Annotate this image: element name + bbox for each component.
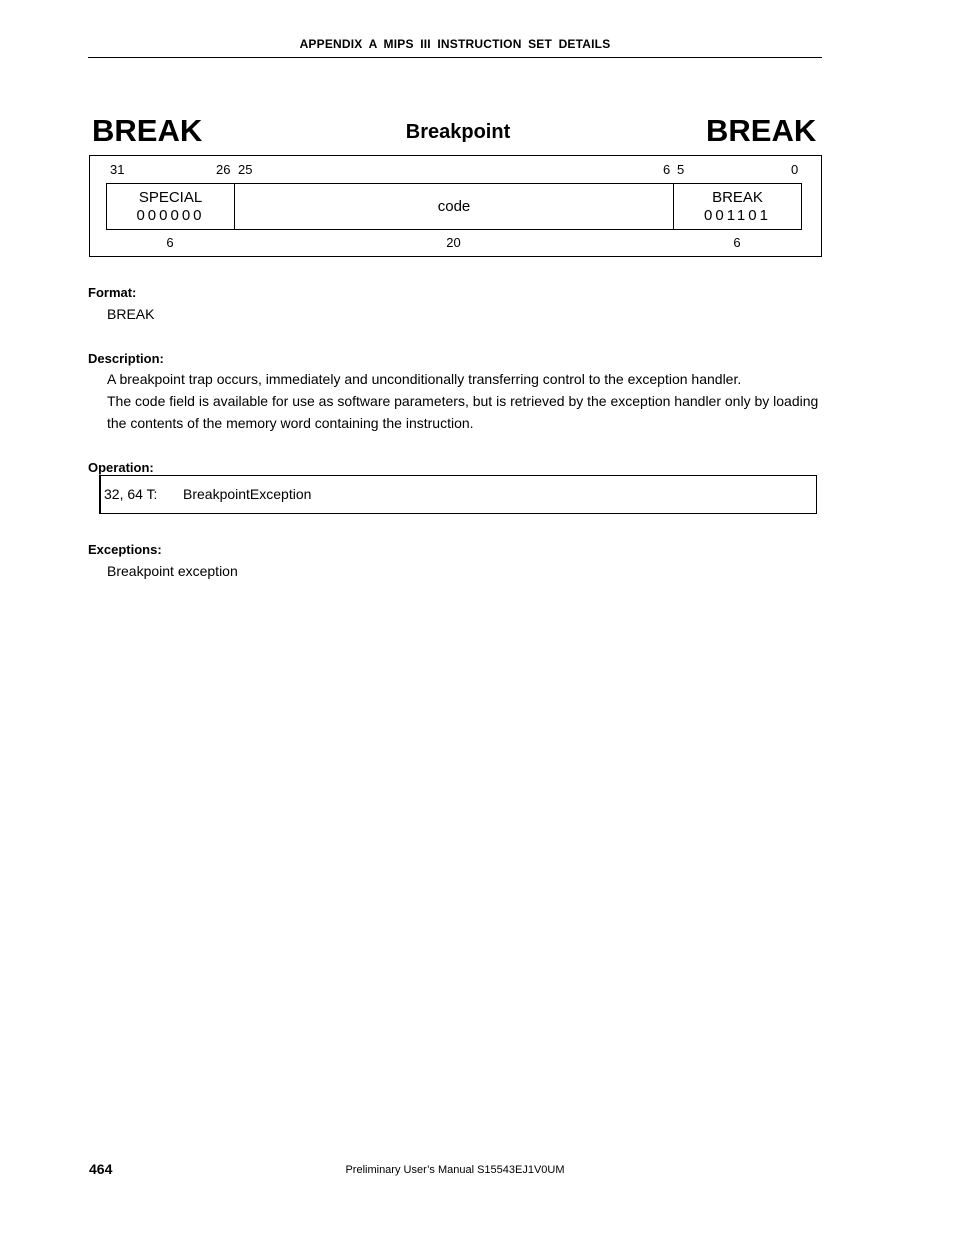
bit-number-5: 5: [677, 162, 685, 177]
bit-number-25: 25: [238, 162, 253, 177]
field-code-width: 20: [446, 235, 461, 250]
header-rule: [88, 57, 822, 58]
field-break-name: BREAK: [712, 188, 763, 206]
exceptions-heading: Exceptions:: [88, 542, 162, 557]
description-line: A breakpoint trap occurs, immediately and unconditionally transferring control to the exception handler.: [107, 371, 742, 387]
field-break-bits: 001101: [704, 206, 771, 224]
field-break-width: 6: [733, 235, 741, 250]
operation-heading: Operation:: [88, 460, 154, 475]
bit-number-0: 0: [791, 162, 799, 177]
bit-number-31: 31: [110, 162, 125, 177]
field-special-name: SPECIAL: [138, 188, 203, 206]
mnemonic-left: BREAK: [92, 113, 203, 148]
field-row: [106, 183, 802, 230]
operation-expression: BreakpointException: [183, 486, 312, 502]
description-heading: Description:: [88, 351, 164, 366]
field-break: [674, 184, 801, 229]
running-header: APPENDIX A MIPS III INSTRUCTION SET DETAILS: [299, 37, 611, 51]
operation-mode: 32, 64 T:: [104, 486, 158, 502]
field-code: [235, 184, 674, 229]
description-line: the contents of the memory word containing the instruction.: [107, 415, 474, 431]
page-number: 464: [89, 1161, 113, 1177]
description-line: The code field is available for use as software parameters, but is retrieved by the exception handler only by loading: [107, 393, 819, 409]
exceptions-text: Breakpoint exception: [107, 563, 238, 579]
mnemonic-right: BREAK: [706, 113, 817, 148]
bit-number-26: 26: [216, 162, 231, 177]
bit-number-6: 6: [663, 162, 671, 177]
format-text: BREAK: [107, 306, 155, 322]
field-special-bits: 000000: [136, 206, 205, 224]
footer-text: Preliminary User’s Manual S15543EJ1V0UM: [345, 1164, 565, 1176]
field-special: [107, 184, 235, 229]
format-heading: Format:: [88, 285, 137, 300]
instruction-name: Breakpoint: [405, 121, 511, 143]
field-code-name: code: [437, 197, 471, 215]
field-special-width: 6: [166, 235, 174, 250]
